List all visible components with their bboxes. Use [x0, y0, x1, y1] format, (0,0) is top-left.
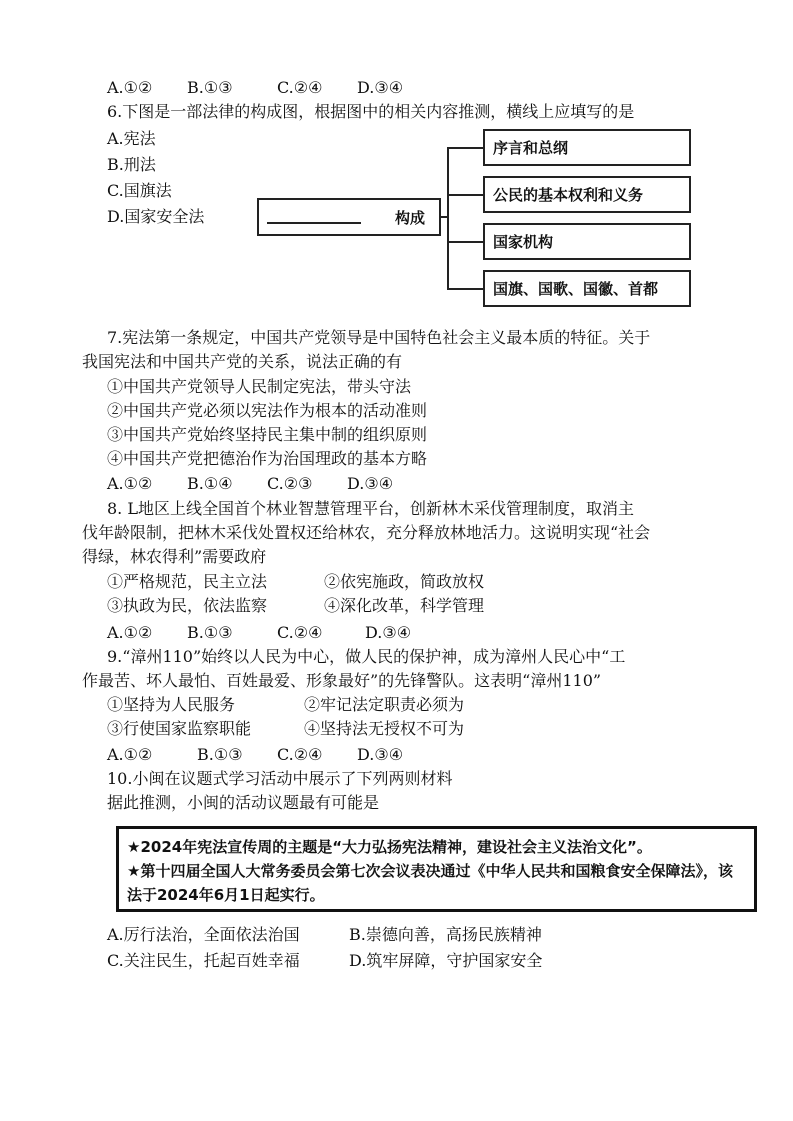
q10-options-row2 [107, 951, 542, 971]
q7-stem-line1: 7.宪法第一条规定，中国共产党领导是中国特色社会主义最本质的特征。关于 [107, 328, 651, 347]
q5-option-b: B.①③ [187, 78, 233, 97]
q9-items-row2 [107, 719, 464, 739]
diagram-box-4: 国旗、国歌、国徽、首都 [483, 270, 691, 307]
q9-stem-line1: 9.“漳州110”始终以人民为中心，做人民的保护神，成为漳州人民心中“工 [107, 647, 626, 666]
connector-4 [447, 288, 483, 290]
q8-stem-line3: 得绿，林农得利”需要政府 [82, 547, 267, 566]
connector-2 [447, 194, 483, 196]
q8-items-row1 [107, 572, 484, 592]
diagram-box-1: 序言和总纲 [483, 129, 691, 166]
q8-stem-line2: 伐年龄限制，把林木采伐处置权还给林农，充分释放林地活力。这说明实现“社会 [82, 523, 651, 542]
q6-option-a: A.宪法 [107, 129, 156, 148]
q9-item-4: ④坚持法无授权不可为 [304, 719, 465, 738]
q10-material-1: ★2024年宪法宣传周的主题是“大力弘扬宪法精神，建设社会主义法治文化”。 [127, 838, 652, 856]
q6-option-d: D.国家安全法 [107, 207, 205, 226]
diagram-center-label: 构成 [394, 208, 425, 227]
q10-stem-line2: 据此推测，小闽的活动议题最有可能是 [107, 793, 380, 812]
q8-option-c: C.②④ [277, 623, 323, 642]
q9-items-row1 [107, 695, 464, 715]
q10-option-c: C.关注民生，托起百姓幸福 [107, 951, 300, 970]
q10-stem-line1: 10.小闽在议题式学习活动中展示了下列两则材料 [107, 769, 453, 788]
q7-option-a: A.①② [107, 474, 153, 493]
q9-stem-line2: 作最苦、坏人最怕、百姓最爱、形象最好”的先锋警队。这表明“漳州110” [82, 671, 602, 690]
q7-option-d: D.③④ [347, 474, 394, 493]
q5-option-d: D.③④ [357, 78, 404, 97]
blank-line [267, 222, 361, 224]
q9-item-1: ①坚持为人民服务 [107, 695, 236, 714]
q5-option-a: A.①② [107, 78, 153, 97]
connector-3 [447, 241, 483, 243]
q9-options [107, 745, 403, 765]
q8-item-2: ②依宪施政，简政放权 [324, 572, 485, 591]
q7-options [107, 474, 393, 494]
q9-option-b: B.①③ [197, 745, 243, 764]
q9-item-2: ②牢记法定职责必须为 [304, 695, 465, 714]
connector-1 [447, 147, 483, 149]
q7-stem-line2: 我国宪法和中国共产党的关系，说法正确的有 [82, 352, 403, 371]
q8-item-4: ④深化改革，科学管理 [324, 596, 485, 615]
diagram-box-3: 国家机构 [483, 223, 691, 260]
q6-option-c: C.国旗法 [107, 181, 172, 200]
q7-item-1: ①中国共产党领导人民制定宪法，带头守法 [107, 377, 412, 396]
q6-stem: 6.下图是一部法律的构成图，根据图中的相关内容推测，横线上应填写的是 [107, 102, 635, 121]
q8-option-b: B.①③ [187, 623, 233, 642]
q9-item-3: ③行使国家监察职能 [107, 719, 252, 738]
q10-options-row1 [107, 925, 542, 945]
q8-options [107, 623, 411, 643]
q10-option-a: A.厉行法治，全面依法治国 [107, 925, 300, 944]
q7-option-c: C.②③ [267, 474, 313, 493]
q10-option-d: D.筑牢屏障，守护国家安全 [349, 951, 543, 970]
q8-item-3: ③执政为民，依法监察 [107, 596, 268, 615]
connector-spine [447, 147, 449, 289]
q8-stem-line1: 8. L地区上线全国首个林业智慧管理平台，创新林木采伐管理制度，取消主 [107, 499, 634, 518]
q7-item-4: ④中国共产党把德治作为治国理政的基本方略 [107, 449, 428, 468]
q6-option-b: B.刑法 [107, 155, 156, 174]
q5-options [107, 78, 403, 98]
q10-material-2: ★第十四届全国人大常务委员会第七次会议表决通过《中华人民共和国粮食安全保障法》，该法于2024年6月1日起实行。 [127, 862, 733, 904]
diagram-box-2: 公民的基本权利和义务 [483, 176, 691, 213]
q8-option-d: D.③④ [365, 623, 412, 642]
q10-option-b: B.崇德向善，高扬民族精神 [349, 925, 542, 944]
diagram-center-box [257, 198, 441, 236]
q7-item-2: ②中国共产党必须以宪法作为根本的活动准则 [107, 401, 428, 420]
q10-material-box [116, 826, 757, 912]
q9-option-c: C.②④ [277, 745, 323, 764]
q9-option-a: A.①② [107, 745, 153, 764]
q9-option-d: D.③④ [357, 745, 404, 764]
q7-item-3: ③中国共产党始终坚持民主集中制的组织原则 [107, 425, 428, 444]
q7-option-b: B.①④ [187, 474, 233, 493]
q8-option-a: A.①② [107, 623, 153, 642]
q8-items-row2 [107, 596, 484, 616]
q8-item-1: ①严格规范，民主立法 [107, 572, 268, 591]
q5-option-c: C.②④ [277, 78, 323, 97]
